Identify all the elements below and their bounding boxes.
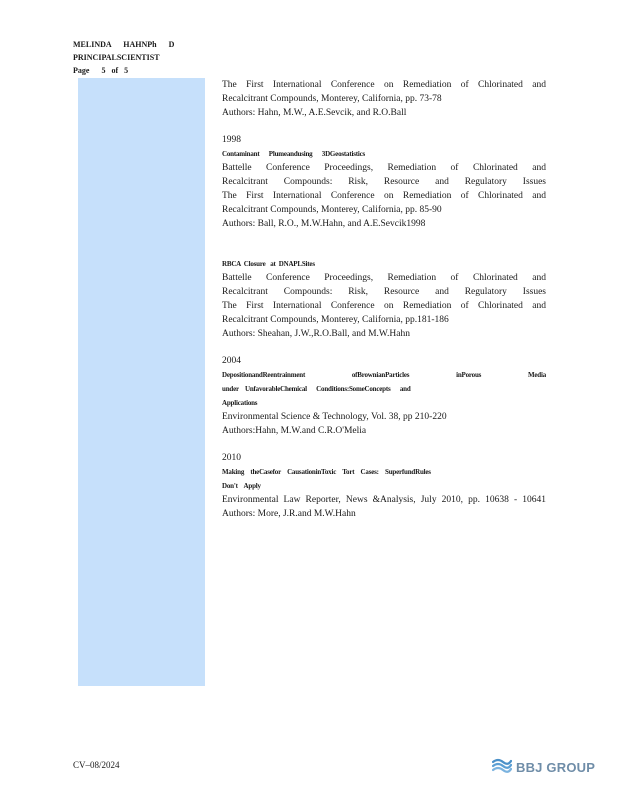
entry-line: The First International Conference on Remediation of Chlorinated and <box>222 80 546 90</box>
entry-line: Recalcitrant Compounds, Monterey, California, pp. 85-90 <box>222 205 442 215</box>
logo-wave-icon <box>492 757 512 778</box>
entry-line: Recalcitrant Compounds, Monterey, California, pp. 73-78 <box>222 94 442 104</box>
entry-title: RBCA Closure at DNAPLSites <box>222 260 315 268</box>
entry-authors: Authors: Hahn, M.W., A.E.Sevcik, and R.O.Ball <box>222 108 407 118</box>
publication-entry <box>222 78 546 120</box>
entry-title: Applications <box>222 399 258 407</box>
entry-year: 2004 <box>222 356 241 366</box>
document-header <box>73 38 174 77</box>
entry-line: Recalcitrant Compounds: Risk, Resource and Regulatory Issues <box>222 287 546 297</box>
entry-year: 2010 <box>222 453 241 463</box>
entry-title: Don't Apply <box>222 482 261 490</box>
entry-line: Battelle Conference Proceedings, Remediation of Chlorinated and <box>222 273 546 283</box>
entry-authors: Authors:Hahn, M.W.and C.R.O'Melia <box>222 426 367 436</box>
entry-line: Environmental Science & Technology, Vol. 38, pp 210-220 <box>222 412 447 422</box>
entry-year: 1998 <box>222 135 241 145</box>
entry-title: Contaminant Plumeandusing 3DGeostatistics <box>222 150 366 158</box>
author-title: PRINCIPALSCIENTIST <box>73 53 160 62</box>
publication-entry <box>222 451 546 521</box>
publication-entry <box>222 257 546 341</box>
entry-title: Making theCasefor CausationinToxic Tort Cases: SuperfundRules <box>222 468 431 476</box>
entry-authors: Authors: Sheahan, J.W.,R.O.Ball, and M.W.Hahn <box>222 329 410 339</box>
entry-title: under UnfavorableChemical Conditions:SomeConcepts and <box>222 385 411 393</box>
author-name: MELINDA HAHNPh D <box>73 40 175 49</box>
entry-authors: Authors: Ball, R.O., M.W.Hahn, and A.E.Sevcik1998 <box>222 219 426 229</box>
entry-line: Recalcitrant Compounds, Monterey, California, pp.181-186 <box>222 315 449 325</box>
entry-authors: Authors: More, J.R.and M.W.Hahn <box>222 509 356 519</box>
entry-line: The First International Conference on Remediation of Chlorinated and <box>222 191 546 201</box>
cv-date: CV–08/2024 <box>73 760 120 770</box>
entry-line: The First International Conference on Remediation of Chlorinated and <box>222 301 546 311</box>
logo-text: BBJ GROUP <box>516 760 596 775</box>
sidebar-panel <box>78 78 205 686</box>
entry-line: Battelle Conference Proceedings, Remediation of Chlorinated and <box>222 163 546 173</box>
entry-title: DepositionandReentrainment ofBrownianParticles inPorous Media <box>222 371 546 379</box>
company-logo <box>492 757 595 778</box>
entry-line: Recalcitrant Compounds: Risk, Resource and Regulatory Issues <box>222 177 546 187</box>
publications-list <box>222 78 546 521</box>
entry-line: Environmental Law Reporter, News &Analysis, July 2010, pp. 10638 - 10641 <box>222 495 546 505</box>
page-number: Page 5 of 5 <box>73 66 129 75</box>
publication-entry <box>222 133 546 231</box>
publication-entry <box>222 354 546 438</box>
